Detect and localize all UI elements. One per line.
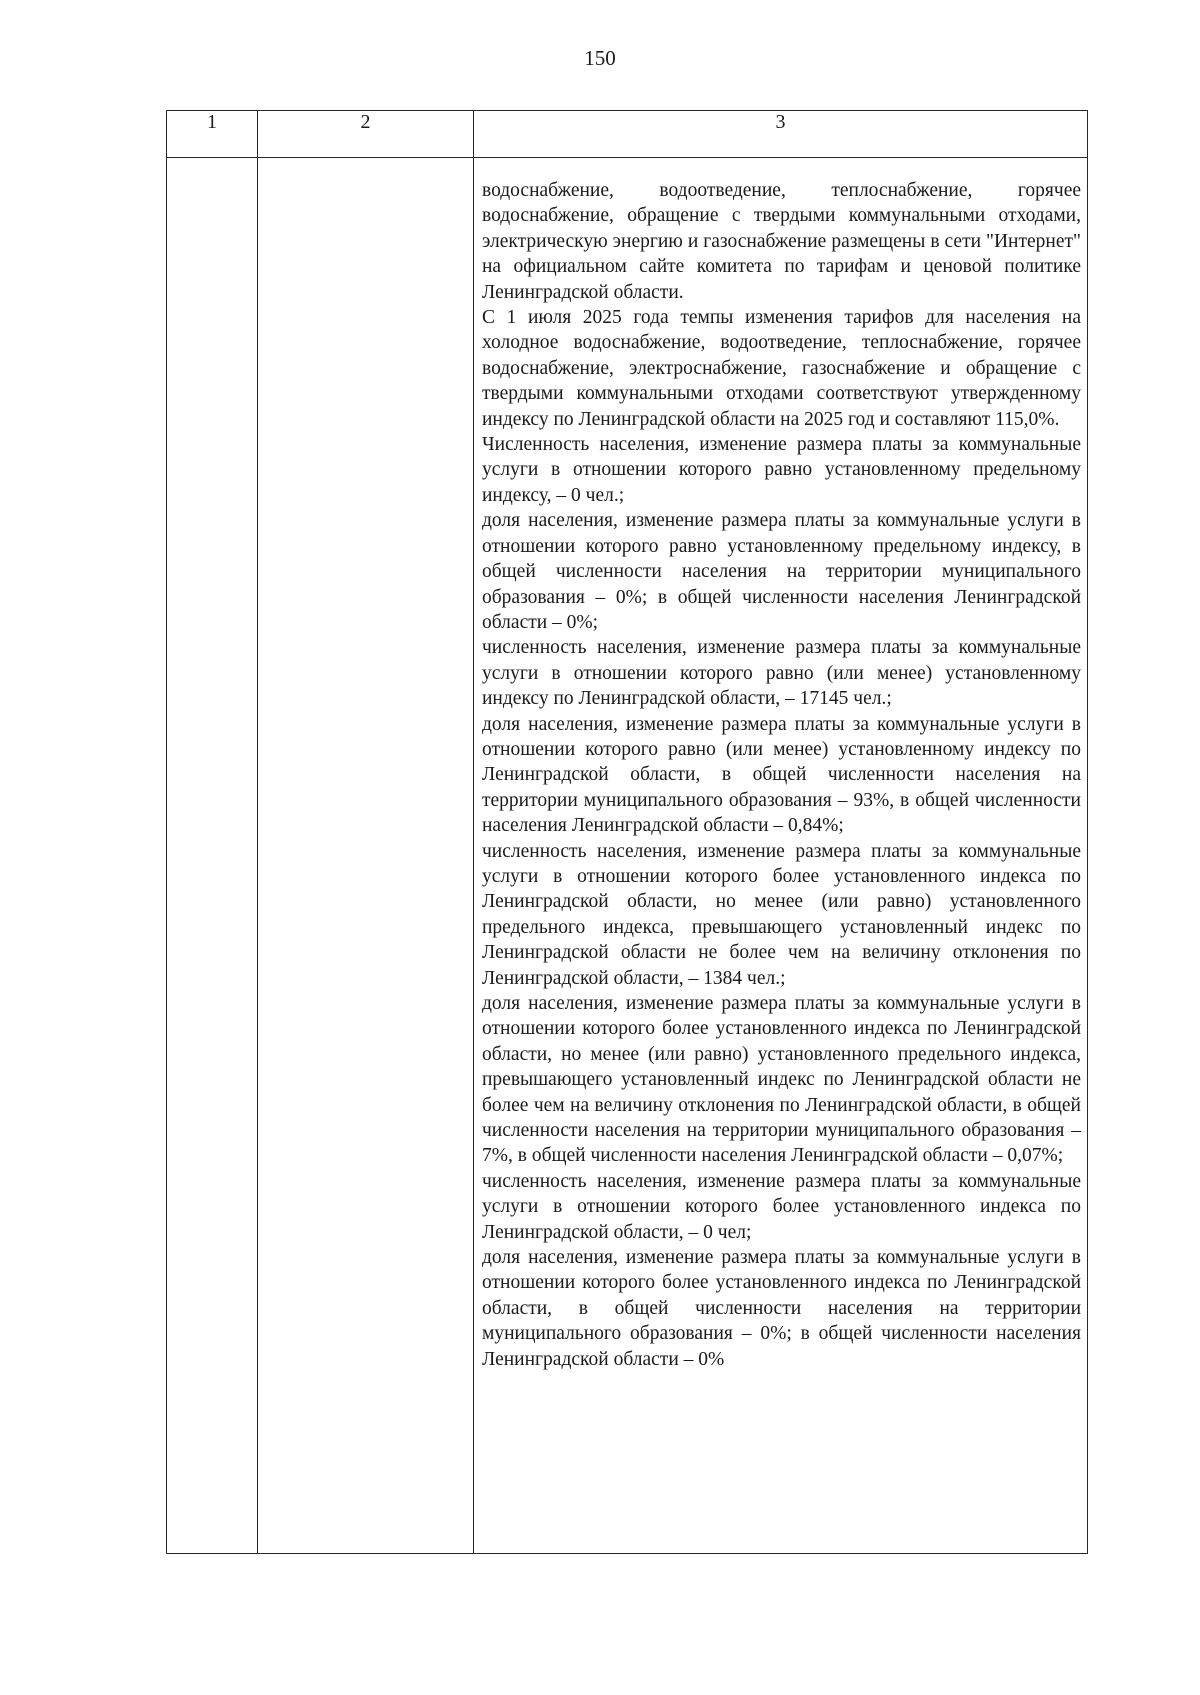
column-header-1: 1	[167, 111, 258, 158]
column-header-2: 2	[258, 111, 474, 158]
paragraph-tariff-change-rate: С 1 июля 2025 года темпы изменения тарифов для населения на холодное водоснабжение, водоотведение, теплоснабжение, горячее водоснабжение, электроснабжение, газоснабжение и обращение с твердыми коммунальными отходами соответствуют утвержденному индексу по Ленинградской области на 2025 год и составляют 115,0%.	[482, 307, 1081, 430]
paragraph-population-equal-limit-index: Численность населения, изменение размера платы за коммунальные услуги в отношении которого равно установленному предельному индексу, – 0 чел.;	[482, 434, 1081, 506]
column-header-3: 3	[474, 111, 1088, 158]
table-cell-col2	[258, 158, 474, 1554]
paragraph-share-above-index: доля населения, изменение размера платы за коммунальные услуги в отношении которого более установленного индекса по Ленинградской области, в общей численности населения на территории муниципального образования – 0%; в общей численности населения Ленинградской области – 0%	[482, 1247, 1081, 1370]
table-header-row	[167, 111, 1088, 158]
table-cell-col3	[474, 158, 1088, 1554]
cell-text-block	[474, 158, 1087, 1372]
paragraph-share-equal-or-less-index: доля населения, изменение размера платы за коммунальные услуги в отношении которого равно (или менее) установленному индексу по Ленинградской области, в общей численности населения на территории муниципального образования – 93%, в общей численности населения Ленинградской области – 0,84%;	[482, 713, 1081, 837]
table-cell-col1	[167, 158, 258, 1554]
document-table	[166, 110, 1088, 1554]
paragraph-population-equal-or-less-index: численность населения, изменение размера платы за коммунальные услуги в отношении которого равно (или менее) установленному индексу по Ленинградской области, – 17145 чел.;	[482, 637, 1081, 710]
table-row	[167, 158, 1088, 1554]
paragraph-population-above-index: численность населения, изменение размера платы за коммунальные услуги в отношении которого более установленного индекса по Ленинградской области, – 0 чел;	[482, 1170, 1081, 1243]
page-number: 150	[584, 46, 616, 70]
paragraph-population-above-index-within-deviation: численность населения, изменение размера платы за коммунальные услуги в отношении которого более установленного индекса по Ленинградской области, но менее (или равно) установленного предельного индекса, превышающего установленный индекс по Ленинградской области не более чем на величину отклонения по Ленинградской области, – 1384 чел.;	[482, 840, 1081, 989]
paragraph-tariff-publication: водоснабжение, водоотведение, теплоснабжение, горячее водоснабжение, обращение с твердыми коммунальными отходами, электрическую энергию и газоснабжение размещены в сети "Интернет" на официальном сайте комитета по тарифам и ценовой политике Ленинградской области.	[482, 180, 1081, 303]
paragraph-share-equal-limit-index: доля населения, изменение размера платы за коммунальные услуги в отношении которого равно установленному предельному индексу, в общей численности населения на территории муниципального образования – 0%; в общей численности населения Ленинградской области – 0%;	[482, 510, 1081, 633]
paragraph-share-above-index-within-deviation: доля населения, изменение размера платы за коммунальные услуги в отношении которого более установленного индекса по Ленинградской области, но менее (или равно) установленного предельного индекса, превышающего установленный индекс по Ленинградской области не более чем на величину отклонения по Ленинградской области, в общей численности населения на территории муниципального образования – 7%, в общей численности населения Ленинградской области – 0,07%;	[482, 993, 1081, 1167]
